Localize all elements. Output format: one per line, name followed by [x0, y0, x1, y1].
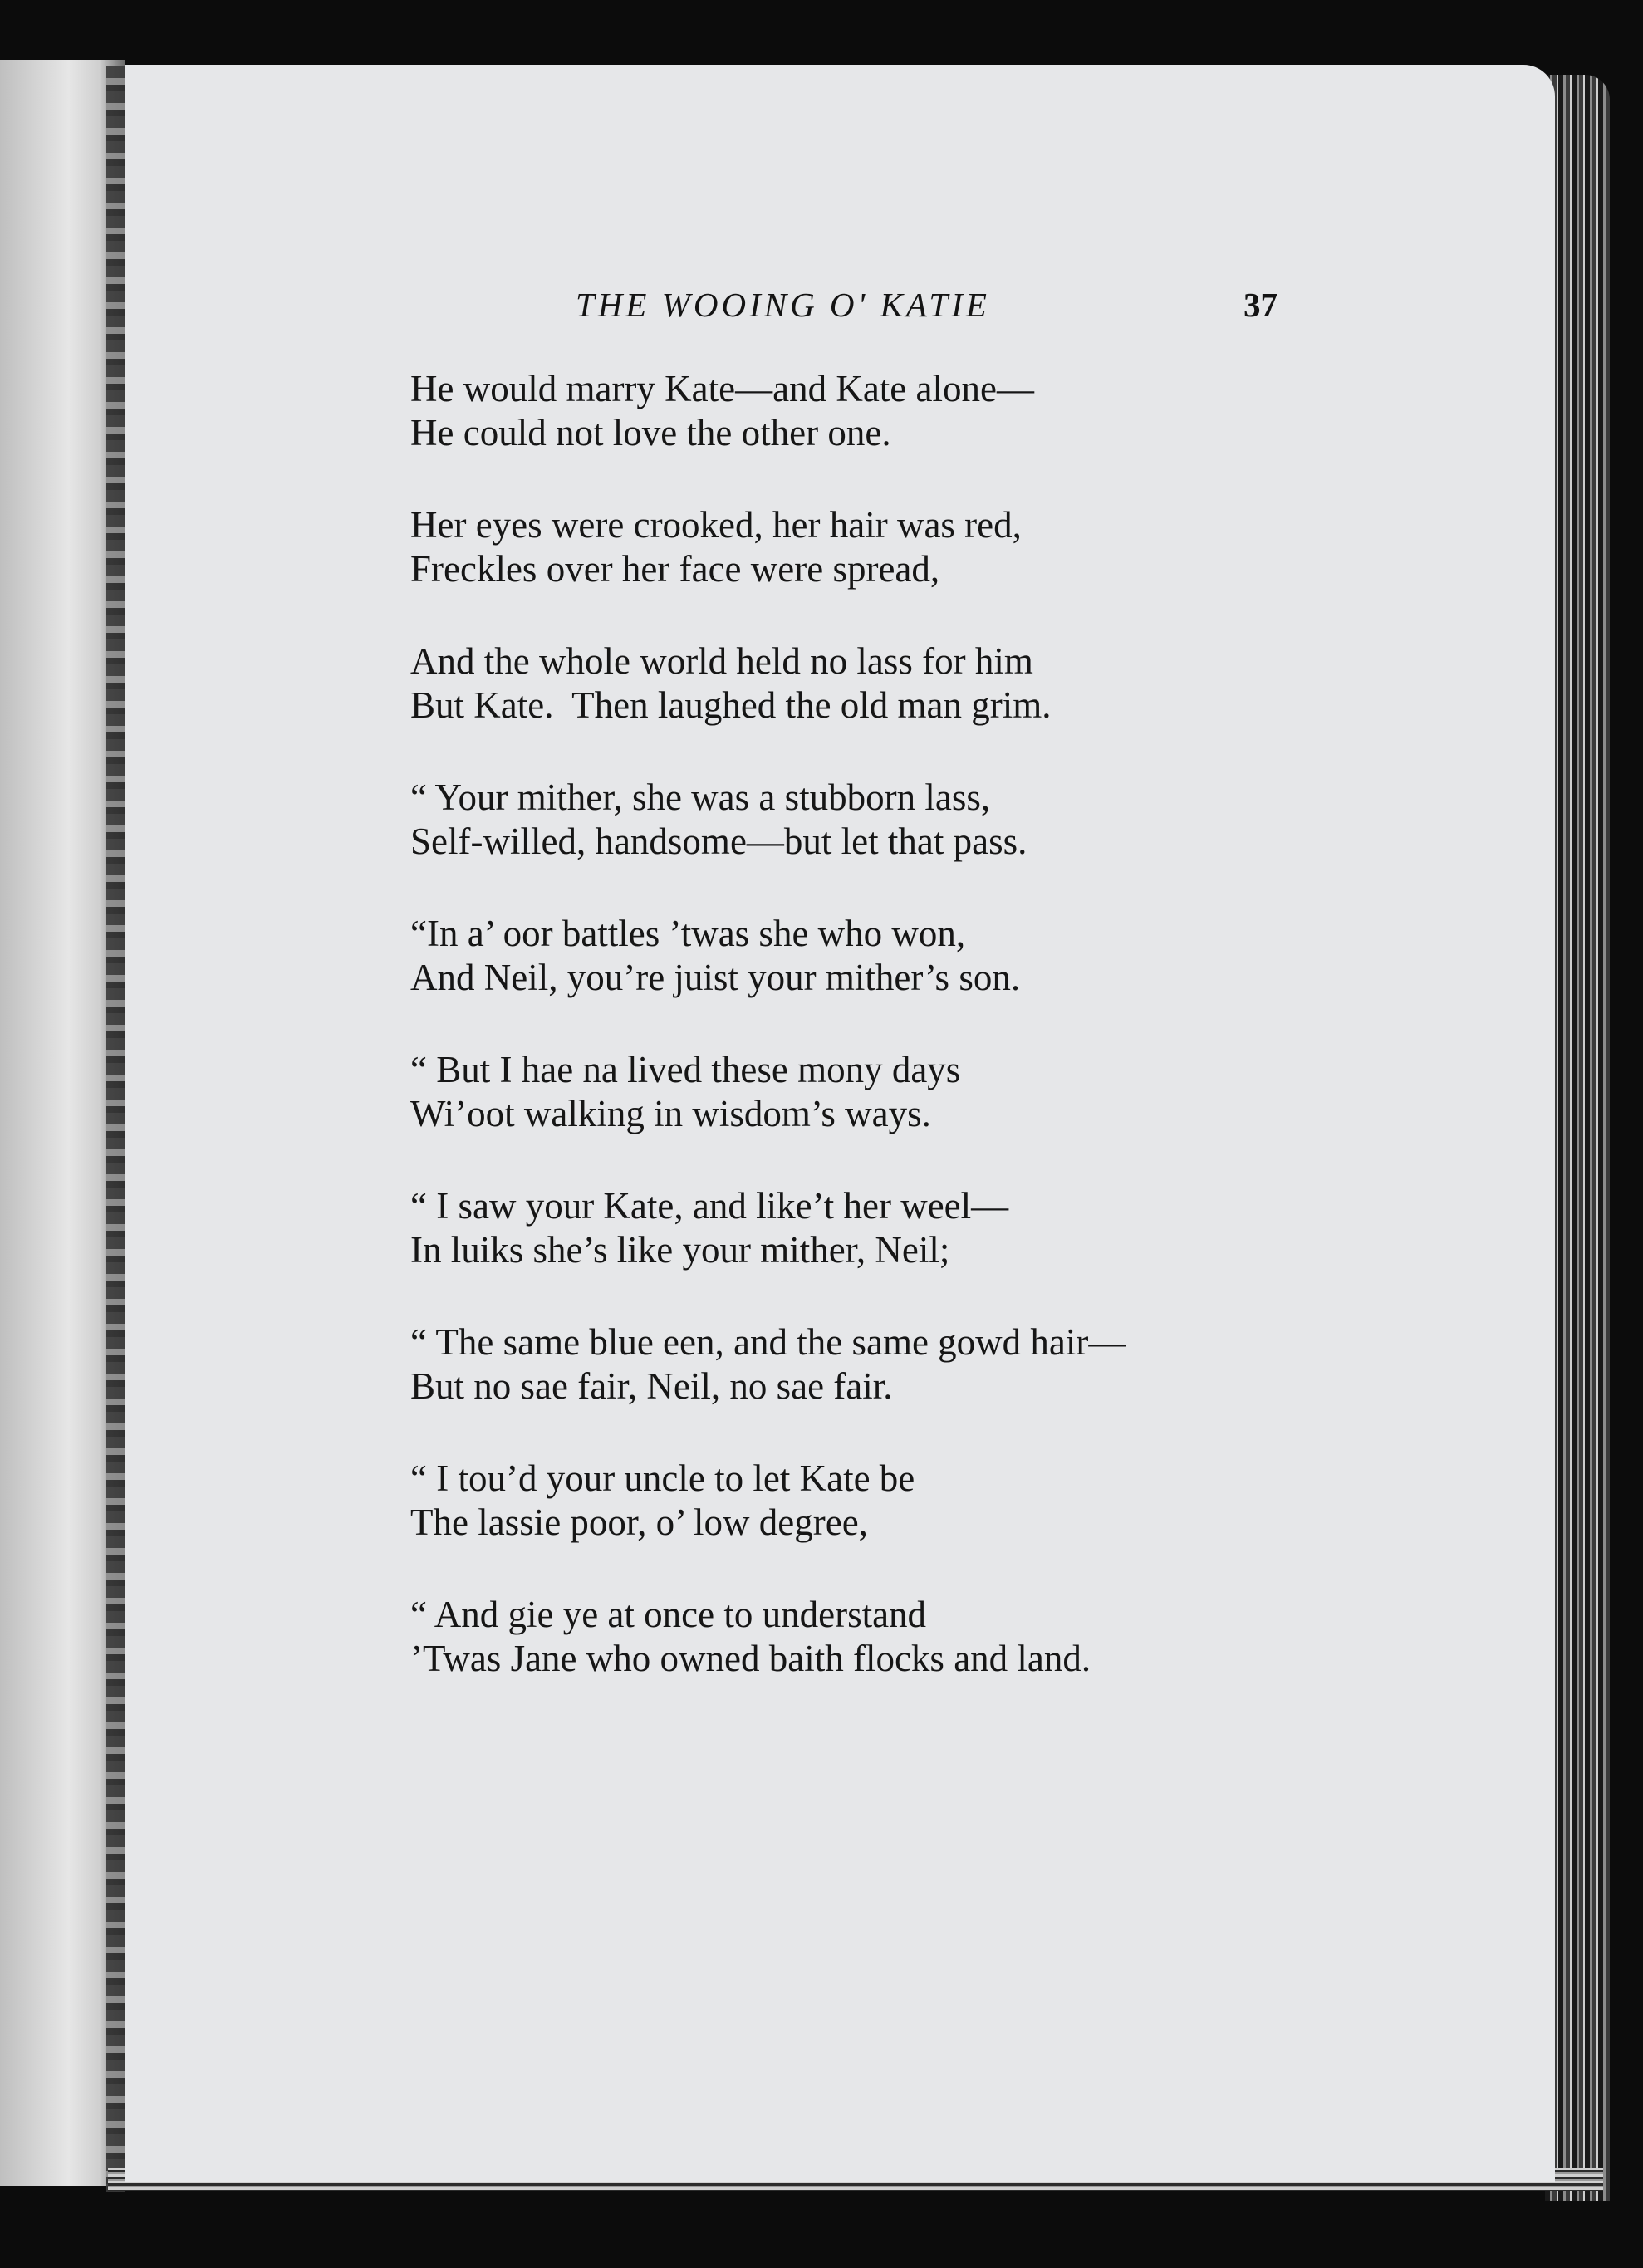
stanza — [410, 639, 1324, 727]
stanza — [410, 367, 1324, 455]
poem-line: Self-willed, handsome—but let that pass. — [410, 820, 1027, 862]
poem-line: “ But I hae na lived these mony days — [410, 1049, 961, 1090]
poem-line: Freckles over her face were spread, — [410, 548, 940, 590]
stanza — [410, 912, 1324, 1000]
stanza — [410, 1457, 1324, 1545]
stanza — [410, 1593, 1324, 1681]
poem-line: “ And gie ye at once to understand — [410, 1594, 927, 1635]
stanza — [410, 1048, 1324, 1136]
poem-line: ’Twas Jane who owned baith flocks and land. — [410, 1638, 1091, 1679]
running-head — [125, 285, 1555, 335]
poem-line: Wi’oot walking in wisdom’s ways. — [410, 1093, 931, 1134]
stanza — [410, 1320, 1324, 1408]
stanza — [410, 503, 1324, 591]
poem-line: “ The same blue een, and the same gowd hair— — [410, 1321, 1126, 1363]
poem-line: And Neil, you’re juist your mither’s son. — [410, 957, 1021, 998]
poem-line: He would marry Kate—and Kate alone— — [410, 368, 1034, 409]
poem-line: Her eyes were crooked, her hair was red, — [410, 504, 1022, 546]
poem-line: “ Your mither, she was a stubborn lass, — [410, 776, 991, 818]
stanza — [410, 1184, 1324, 1272]
poem-line: In luiks she’s like your mither, Neil; — [410, 1229, 950, 1271]
running-title: THE WOOING O' KATIE — [576, 286, 990, 324]
poem-line: He could not love the other one. — [410, 412, 891, 453]
poem — [410, 367, 1324, 1729]
poem-line: “ I tou’d your uncle to let Kate be — [410, 1457, 915, 1499]
poem-line: The lassie poor, o’ low degree, — [410, 1501, 868, 1543]
poem-line: “In a’ oor battles ’twas she who won, — [410, 913, 966, 954]
poem-line: But Kate. Then laughed the old man grim. — [410, 684, 1052, 726]
poem-line: And the whole world held no lass for him — [410, 640, 1033, 682]
poem-line: But no sae fair, Neil, no sae fair. — [410, 1365, 893, 1407]
book-gutter — [106, 66, 125, 2192]
page-number: 37 — [1243, 286, 1278, 324]
stanza — [410, 776, 1324, 864]
poem-line: “ I saw your Kate, and like’t her weel— — [410, 1185, 1009, 1227]
